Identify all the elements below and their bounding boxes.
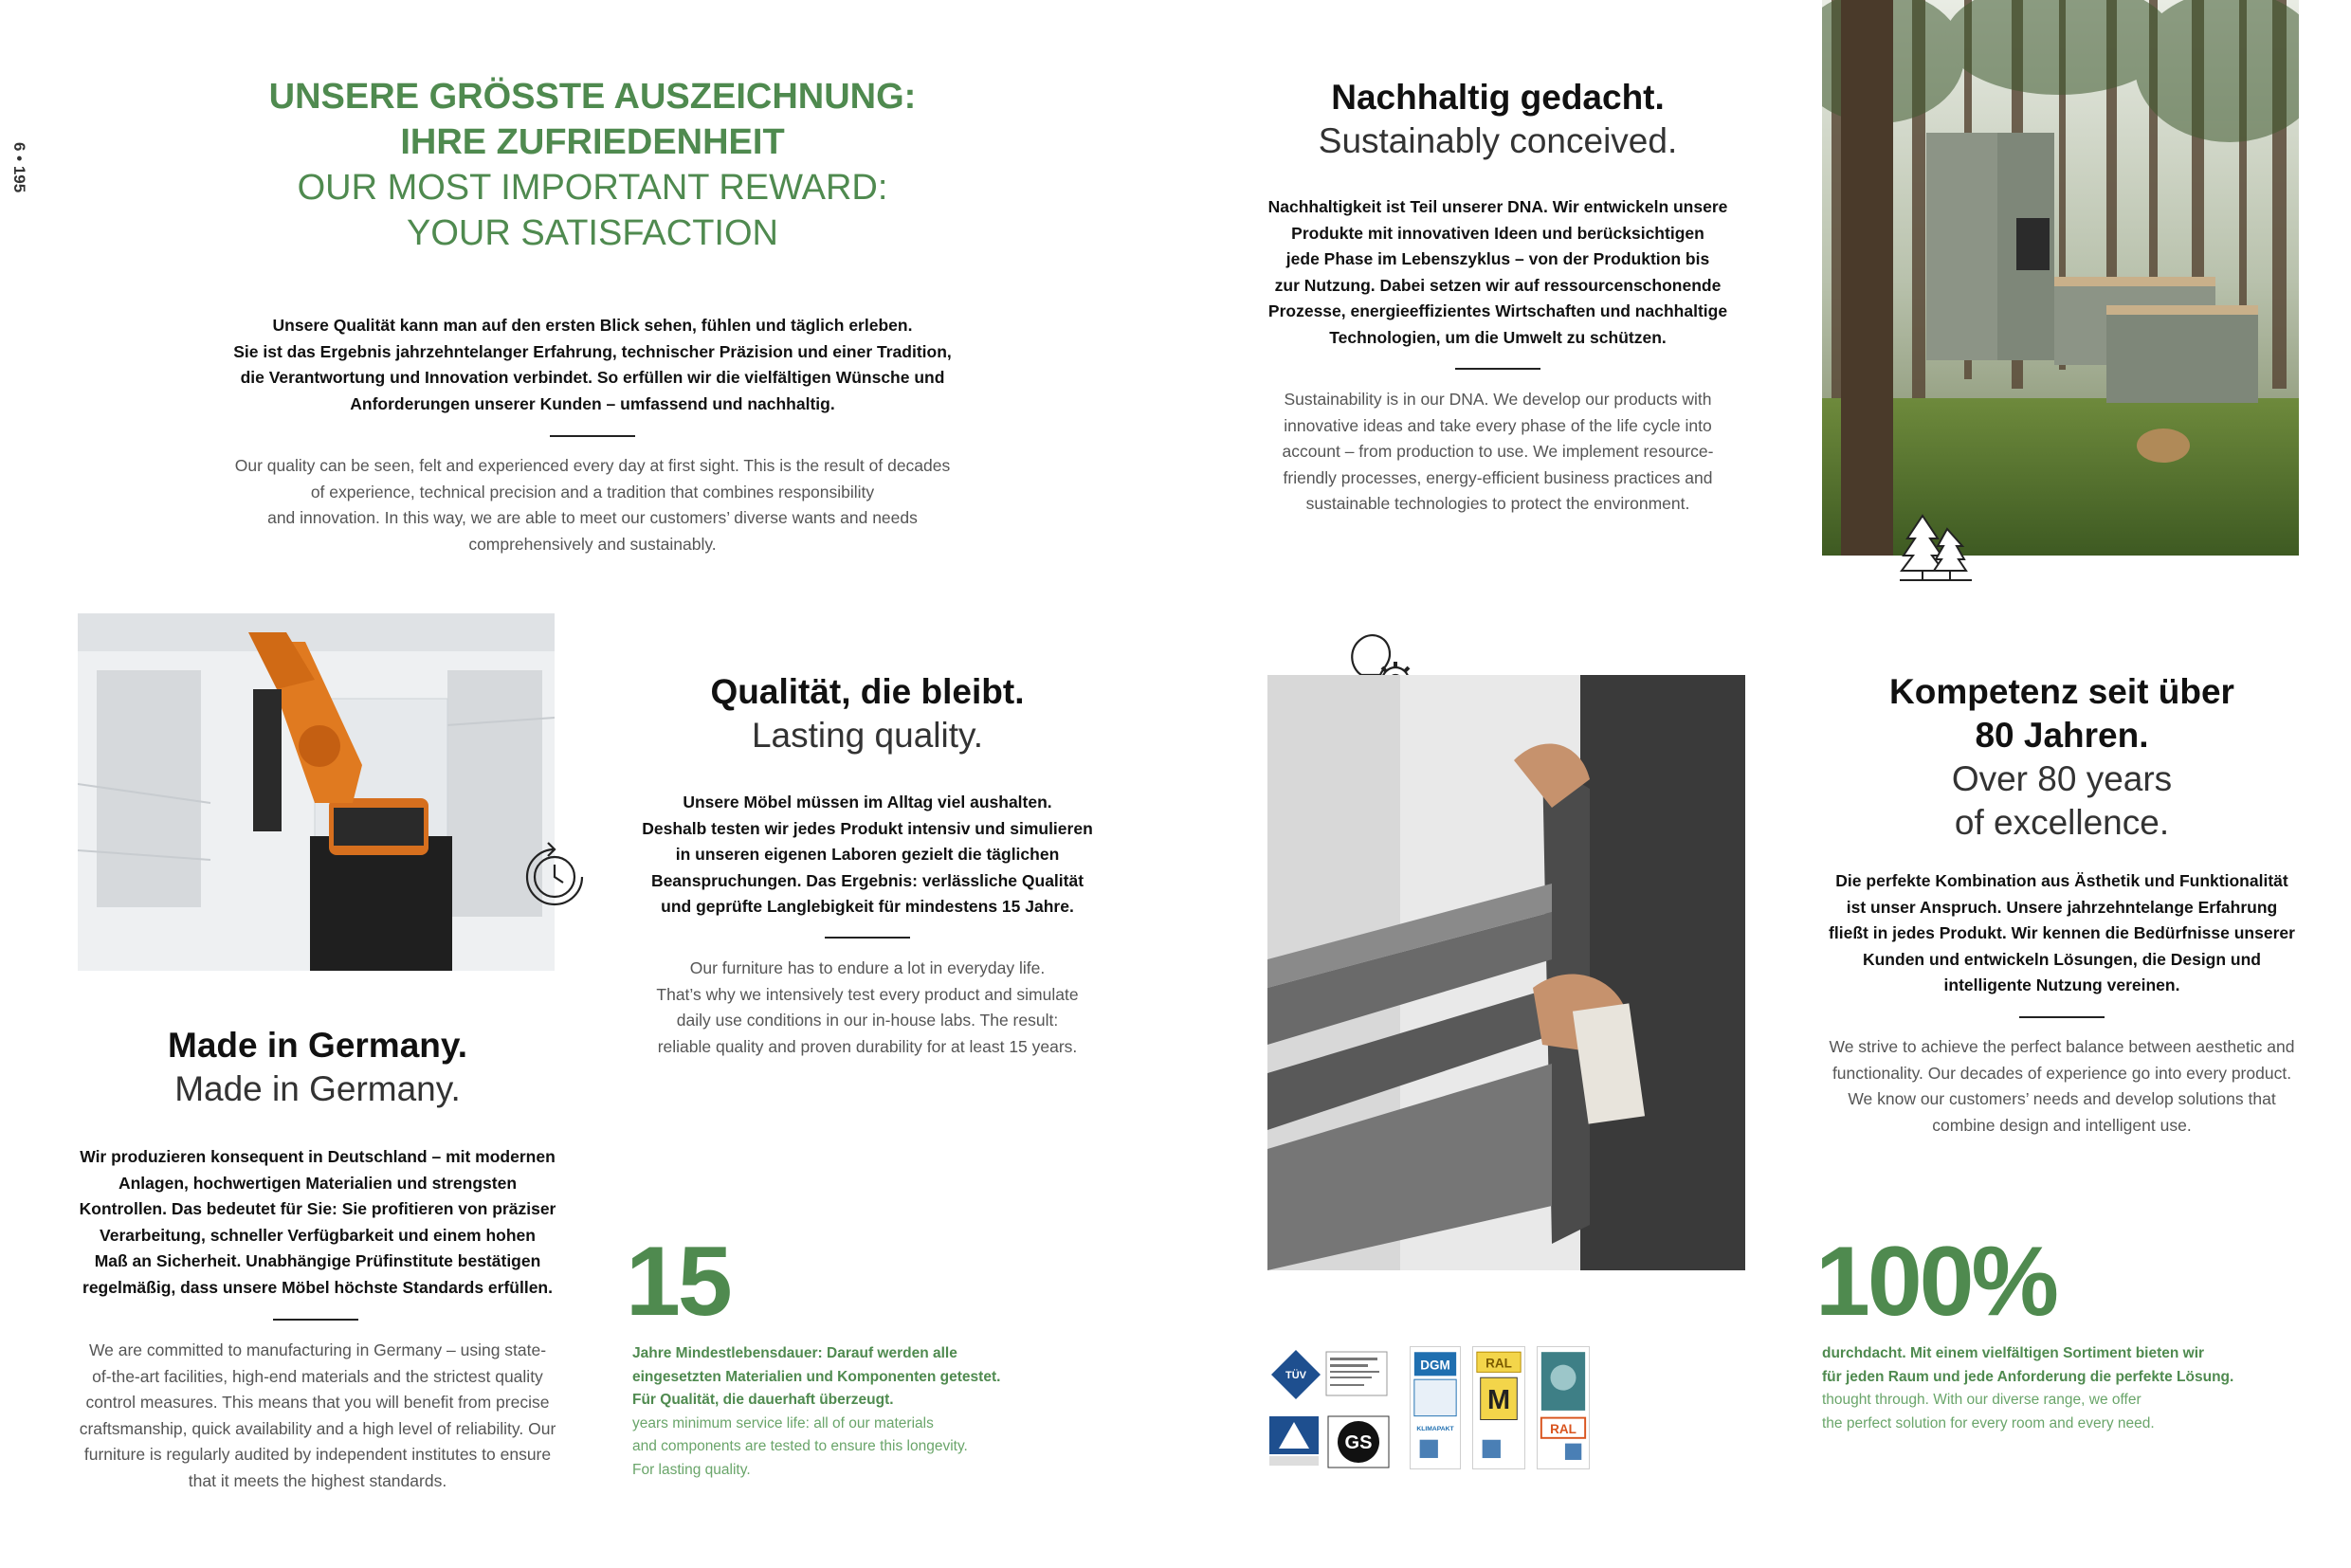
quality-heading: Qualität, die bleibt. Lasting quality. bbox=[710, 672, 1025, 755]
svg-text:RAL: RAL bbox=[1485, 1356, 1512, 1371]
page-number: 6 • 195 bbox=[10, 142, 28, 193]
germany-text-de: Wir produzieren konsequent in Deutschland – mit modernen Anlagen, hochwertigen Materialien und strengsten Kontrollen. Das bedeutet für Sie: Sie profitieren von präziser Verarbeitung, schneller Verfügbarkeit und einem hohen Maß an Sicherheit. Unabhängige Prüfinstitute bestätigen regelmäßig, dass unsere Möbel höchste Standards erfüllen. bbox=[79, 1147, 556, 1297]
competence-text-en: We strive to achieve the perfect balance between aesthetic and functionality. Our decades of experience go into every product. We know our customers’ needs and develop solutions that combine design and intelligent use. bbox=[1829, 1037, 2295, 1135]
divider bbox=[2019, 1016, 2105, 1018]
divider bbox=[550, 435, 635, 437]
dgm-logo bbox=[1410, 1346, 1461, 1469]
title-de-line-2: IHRE ZUFRIEDENHEIT bbox=[400, 122, 785, 162]
germany-text-en: We are committed to manufacturing in Germany – using state- of-the-art facilities, high-end materials and the strictest quality control measures. This means that you will benefit from precise craftsmanship, quick availability and a high level of reliability. Our furniture is regularly audited by independent institutes to ensure that it meets the highest standards. bbox=[79, 1340, 556, 1490]
moebel-furniture-ral-logo bbox=[1537, 1346, 1590, 1469]
stat-100-text: durchdacht. Mit einem vielfältigen Sortiment bieten wir für jeden Raum und jede Anforderung die perfekte Lösung. thought through. With our diverse range, we offer the perfect solution for every room and every need. bbox=[1822, 1345, 2234, 1431]
divider bbox=[1455, 368, 1540, 370]
sustain-text-en: Sustainability is in our DNA. We develop our products with innovative ideas and take every phase of the life cycle into account – from production to use. We implement resource- friendly processes, energy-efficient business practices and sustainable technologies to protect the environment. bbox=[1282, 390, 1714, 513]
intro-text-en: Our quality can be seen, felt and experienced every day at first sight. This is the result of decades of experience, technical precision and a tradition that combines responsibility and innovation. In this way, we are able to meet our customers’ diverse wants and needs comprehensively and sustainably. bbox=[234, 456, 951, 554]
germany-heading: Made in Germany. Made in Germany. bbox=[168, 1026, 467, 1108]
sustain-heading: Nachhaltig gedacht. Sustainably conceived. bbox=[1318, 78, 1678, 160]
title-de-line-1: UNSERE GRÖSSTE AUSZEICHNUNG: bbox=[268, 77, 917, 117]
divider bbox=[273, 1319, 358, 1321]
drawer-photo bbox=[1267, 675, 1745, 1270]
stat-100-number: 100% bbox=[1815, 1227, 2056, 1337]
main-heading bbox=[142, 74, 1043, 256]
title-en-line-1: OUR MOST IMPORTANT REWARD: bbox=[297, 168, 888, 208]
tuv-logo bbox=[1267, 1346, 1391, 1403]
clock-refresh-icon bbox=[516, 838, 593, 916]
svg-text:TÜV: TÜV bbox=[1285, 1370, 1306, 1381]
svg-text:M: M bbox=[1486, 1384, 1511, 1415]
svg-text:RAL: RAL bbox=[1550, 1422, 1576, 1436]
title-en-line-2: YOUR SATISFACTION bbox=[406, 213, 778, 253]
divider bbox=[825, 937, 910, 939]
stat-15-number: 15 bbox=[626, 1227, 730, 1337]
intro-text-de: Unsere Qualität kann man auf den ersten Blick sehen, fühlen und täglich erleben. Sie ist das Ergebnis jahrzehntelanger Erfahrung, technischer Präzision und einer Tradition, die Verantwortung und Innovation verbindet. So erfüllen wir die vielfältigen Wünsche und Anforderungen unserer Kunden – umfassend und nachhaltig. bbox=[233, 316, 952, 413]
quality-text-de: Unsere Möbel müssen im Alltag viel aushalten. Deshalb testen wir jedes Produkt intensiv und simulieren in unseren eigenen Laboren gezielt die täglichen Beanspruchungen. Das Ergebnis: verlässliche Qualität und geprüfte Langlebigkeit für mindestens 15 Jahre. bbox=[642, 793, 1093, 916]
gs-logo bbox=[1326, 1414, 1391, 1469]
svg-text:DGM: DGM bbox=[1420, 1358, 1450, 1373]
certificate-logos bbox=[1267, 1346, 1609, 1479]
ral-m-logo bbox=[1472, 1346, 1525, 1469]
tuv-rheinland-logo bbox=[1267, 1414, 1321, 1469]
robot-lab-photo bbox=[78, 613, 555, 971]
tree-icon bbox=[1898, 512, 1974, 588]
competence-heading: Kompetenz seit über 80 Jahren. Over 80 years of excellence. bbox=[1889, 672, 2234, 842]
quality-text-en: Our furniture has to endure a lot in everyday life. That’s why we intensively test every product and simulate daily use conditions in our in-house labs. The result: reliable quality and proven durability for at least 15 years. bbox=[656, 958, 1079, 1056]
sustain-text-de: Nachhaltigkeit ist Teil unserer DNA. Wir entwickeln unsere Produkte mit innovativen Ideen und berücksichtigen jede Phase im Lebenszyklus – von der Produktion bis zur Nutzung. Dabei setzen wir auf ressourcenschonende Prozesse, energieeffizientes Wirtschaften und nachhaltige Technologien, um die Umwelt zu schützen. bbox=[1267, 197, 1728, 347]
forest-kitchen-photo bbox=[1822, 0, 2299, 556]
svg-text:KLIMAPAKT: KLIMAPAKT bbox=[1416, 1426, 1454, 1433]
competence-text-de: Die perfekte Kombination aus Ästhetik und Funktionalität ist unser Anspruch. Unsere jahrzehntelange Erfahrung fließt in jedes Produkt. Wir kennen die Bedürfnisse unserer Kunden und entwickeln Lösungen, die Design und intelligente Nutzung vereinen. bbox=[1829, 871, 2295, 994]
svg-text:GS: GS bbox=[1344, 1432, 1373, 1453]
stat-15-text: Jahre Mindestlebensdauer: Darauf werden alle eingesetzten Materialien und Komponenten getestet. Für Qualität, die dauerhaft überzeugt. years minimum service life: all of our materials and components are tested to ensure this longevity. For lasting quality. bbox=[632, 1345, 1001, 1478]
